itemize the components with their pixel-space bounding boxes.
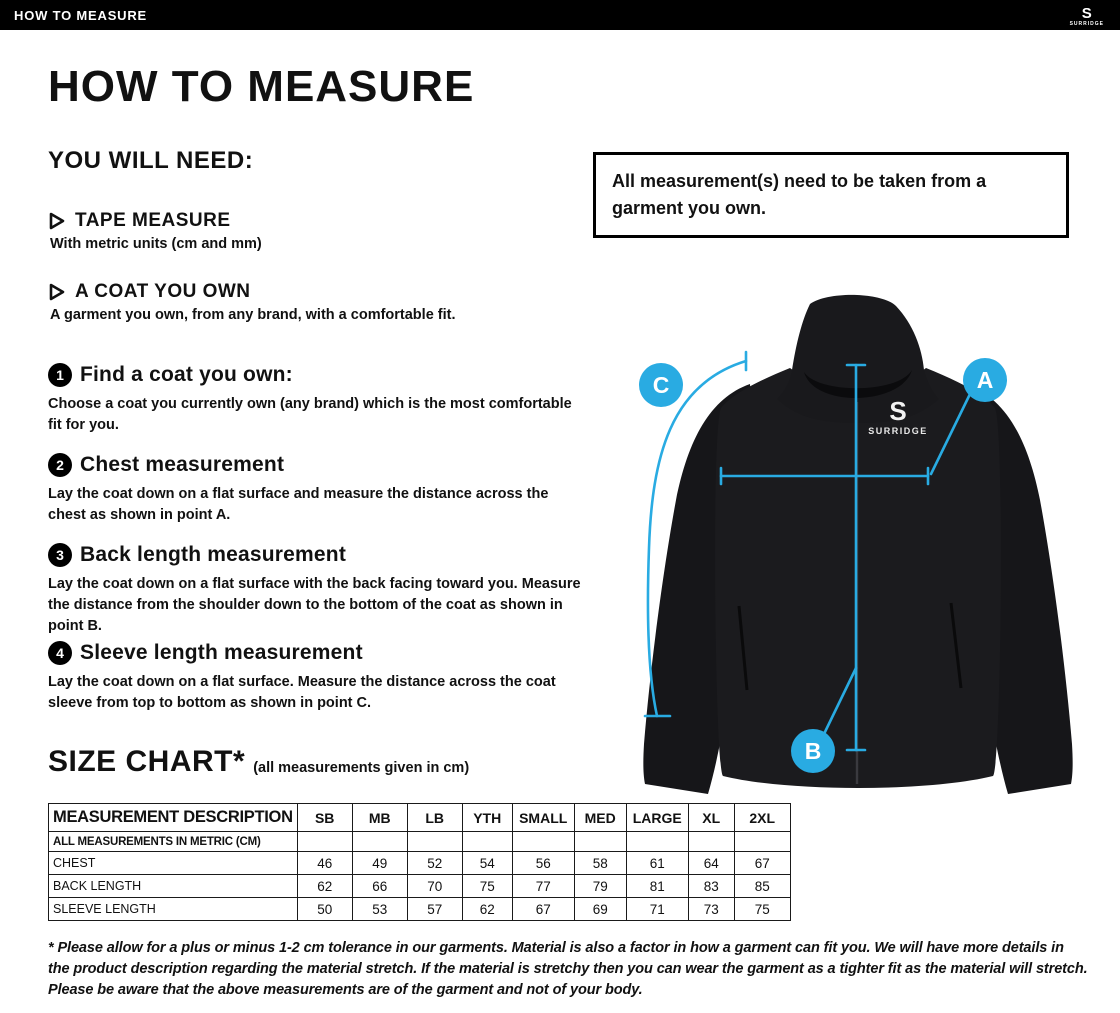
table-row — [49, 852, 791, 875]
cell-value: 54 — [462, 852, 512, 875]
step-title: Chest measurement — [80, 453, 285, 476]
step-title: Back length measurement — [80, 543, 347, 566]
step-number-badge: 2 — [48, 453, 72, 477]
column-header: MED — [574, 804, 626, 832]
top-bar — [0, 0, 1120, 30]
measurement-callout-box — [593, 152, 1069, 238]
size-chart-heading — [48, 745, 469, 779]
cell-value: 52 — [407, 852, 462, 875]
cell-value: 67 — [734, 852, 790, 875]
column-header: 2XL — [734, 804, 790, 832]
cell-value: 81 — [626, 875, 688, 898]
need-item-coat — [48, 281, 251, 303]
column-header: LARGE — [626, 804, 688, 832]
cell-value: 75 — [462, 875, 512, 898]
jacket-logo-name: SURRIDGE — [868, 426, 928, 436]
step-3-body: Lay the coat down on a flat surface with the back facing toward you. Measure the distance from the shoulder down to the bottom of the coat as shown in point B. — [48, 576, 581, 634]
cell-value: 46 — [297, 852, 352, 875]
cell-value: 61 — [626, 852, 688, 875]
cell-value: 69 — [574, 898, 626, 921]
tolerance-footnote: * Please allow for a plus or minus 1-2 cm tolerance in our garments. Material is also a factor in how a garment can fit you. We will have more details in the product description regarding the material stretch. If the material is stretchy then you can wear the garment as a tighter fit as the material will stretch. Please be aware that the above measurements are of the garment and not of your body. — [48, 940, 1088, 998]
step-number-badge: 3 — [48, 543, 72, 567]
step-2-heading — [48, 453, 284, 477]
size-chart-subtitle: (all measurements given in cm) — [253, 760, 470, 776]
cell-value: 71 — [626, 898, 688, 921]
step-title: Sleeve length measurement — [80, 641, 363, 664]
cell-value: 62 — [462, 898, 512, 921]
marker-C — [639, 363, 683, 407]
table-header-row — [49, 804, 791, 832]
step-2-body: Lay the coat down on a flat surface and measure the distance across the chest as shown in point A. — [48, 486, 549, 523]
cell-value: 83 — [688, 875, 734, 898]
column-header: SB — [297, 804, 352, 832]
cell-value: 75 — [734, 898, 790, 921]
cell-value: 58 — [574, 852, 626, 875]
size-chart-title: SIZE CHART* — [48, 745, 246, 778]
column-header: YTH — [462, 804, 512, 832]
triangle-bullet-icon — [48, 212, 66, 230]
table-row — [49, 875, 791, 898]
table-row — [49, 898, 791, 921]
cell-value: 49 — [352, 852, 407, 875]
need-item-tape-measure — [48, 210, 231, 232]
marker-A — [963, 358, 1007, 402]
step-number-badge: 1 — [48, 363, 72, 387]
row-label: SLEEVE LENGTH — [49, 898, 298, 921]
cell-value: 50 — [297, 898, 352, 921]
callout-text: All measurement(s) need to be taken from a garment you own. — [612, 171, 987, 218]
cell-value: 67 — [512, 898, 574, 921]
step-number-badge: 4 — [48, 641, 72, 665]
marker-B-label: B — [804, 738, 822, 764]
cell-value: 70 — [407, 875, 462, 898]
step-1-heading — [48, 363, 293, 387]
need-item-title: TAPE MEASURE — [75, 210, 231, 231]
triangle-bullet-icon — [48, 283, 66, 301]
surridge-logo-icon — [1070, 4, 1104, 27]
page-title: HOW TO MEASURE — [48, 62, 475, 111]
column-header: LB — [407, 804, 462, 832]
size-chart-table — [48, 803, 791, 921]
cell-value: 62 — [297, 875, 352, 898]
row-label: CHEST — [49, 852, 298, 875]
marker-C-label: C — [652, 372, 670, 398]
marker-A-label: A — [976, 367, 994, 393]
cell-value: 64 — [688, 852, 734, 875]
jacket-measurement-diagram — [598, 288, 1120, 808]
column-header: XL — [688, 804, 734, 832]
cell-value: 57 — [407, 898, 462, 921]
top-bar-title: HOW TO MEASURE — [14, 7, 148, 23]
need-item-desc: A garment you own, from any brand, with a comfortable fit. — [50, 307, 456, 323]
marker-B — [791, 729, 835, 773]
surridge-logo-name: SURRIDGE — [1069, 20, 1104, 27]
step-title: Find a coat you own: — [80, 363, 293, 386]
cell-value: 79 — [574, 875, 626, 898]
cell-value: 56 — [512, 852, 574, 875]
table-note-row — [49, 832, 791, 852]
step-4-body: Lay the coat down on a flat surface. Measure the distance across the coat sleeve from top to bottom as shown in point C. — [48, 674, 556, 711]
need-item-desc: With metric units (cm and mm) — [50, 236, 262, 252]
column-header: MB — [352, 804, 407, 832]
need-item-title: A COAT YOU OWN — [75, 281, 251, 302]
cell-value: 66 — [352, 875, 407, 898]
surridge-logo-initial: S — [1081, 4, 1092, 22]
row-label: BACK LENGTH — [49, 875, 298, 898]
step-3-heading — [48, 543, 346, 567]
step-4-heading — [48, 641, 363, 665]
you-will-need-heading: YOU WILL NEED: — [48, 147, 254, 174]
step-1-body: Choose a coat you currently own (any brand) which is the most comfortable fit for you. — [48, 396, 572, 433]
cell-value: 85 — [734, 875, 790, 898]
cell-value: 77 — [512, 875, 574, 898]
jacket-logo-initial: S — [889, 396, 907, 426]
cell-value: 73 — [688, 898, 734, 921]
jacket-diagram-svg — [598, 288, 1120, 808]
note-cell: ALL MEASUREMENTS IN METRIC (CM) — [49, 832, 298, 852]
column-header: SMALL — [512, 804, 574, 832]
cell-value: 53 — [352, 898, 407, 921]
column-header: MEASUREMENT DESCRIPTION — [49, 804, 298, 832]
